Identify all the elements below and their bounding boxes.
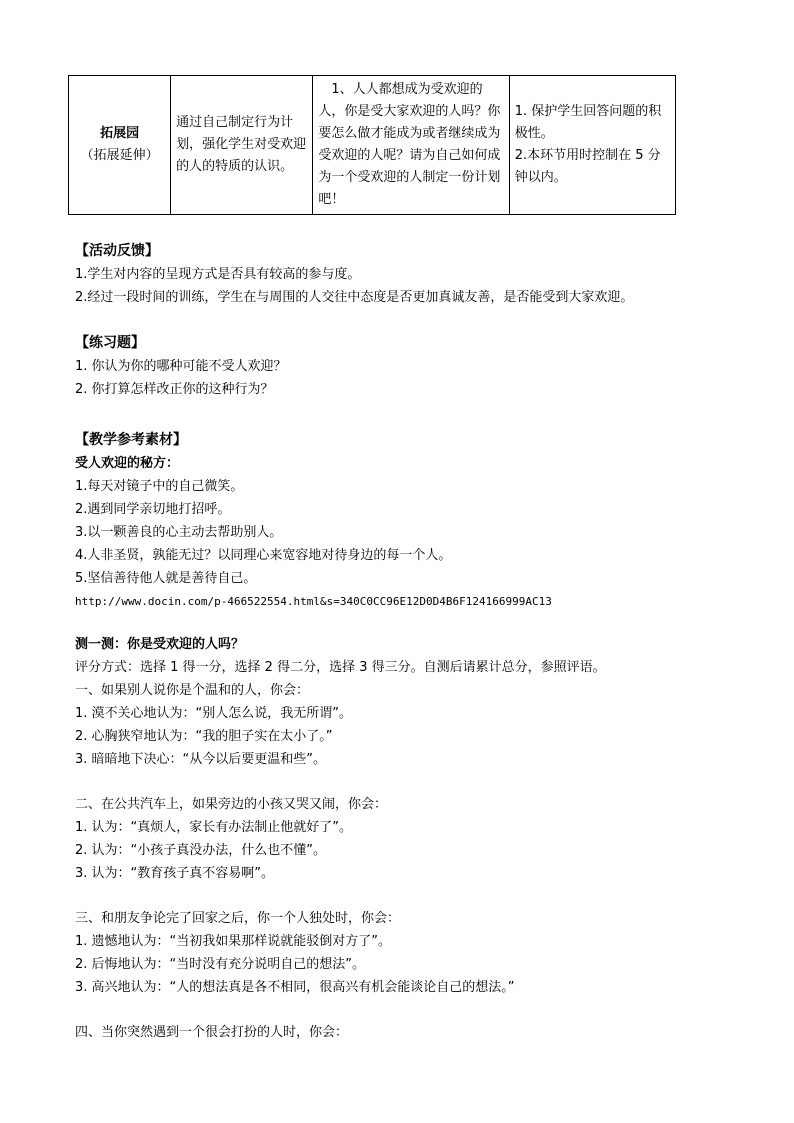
goal-cell: 通过自己制定行为计划，强化学生对受欢迎的人的特质的认识。 (171, 76, 313, 215)
exercise-heading: 【练习题】 (75, 335, 145, 351)
exercise-section (75, 331, 755, 401)
quiz-option: 2. 认为：“小孩子真没办法，什么也不懂”。 (75, 843, 327, 858)
quiz-question: 四、当你突然遇到一个很会打扮的人时，你会： (75, 1025, 349, 1040)
quiz-option: 3. 认为：“教育孩子真不容易啊”。 (75, 866, 275, 881)
quiz-option: 1. 认为：“真烦人，家长有办法制止他就好了”。 (75, 820, 353, 835)
list-item: 2.遇到同学亲切地打招呼。 (75, 502, 231, 517)
notes-cell (509, 76, 675, 215)
activity-text: 1、人人都想成为受欢迎的人，你是受大家欢迎的人吗？你要怎么做才能成为或者继续成为受欢迎的人呢？请为自己如何成为一个受欢迎的人制定一份计划吧！ (318, 82, 501, 207)
quiz-option: 3. 暗暗地下决心：“从今以后要更温和些”。 (75, 752, 327, 767)
quiz-title: 测一测：你是受欢迎的人吗？ (75, 637, 245, 652)
quiz-question: 三、和朋友争论完了回家之后，你一个人独处时，你会： (75, 911, 401, 926)
activity-cell (313, 76, 509, 215)
list-item: 4.人非圣贤，孰能无过？以同理心来宽容地对待身边的每一个人。 (75, 548, 452, 563)
quiz-option: 3. 高兴地认为：“人的想法真是各不相同，很高兴有机会能谈论自己的想法。” (75, 980, 515, 995)
note-item: 1. 保护学生回答问题的积极性。 (514, 104, 662, 141)
feedback-section (75, 239, 755, 309)
source-url: http://www.docin.com/p-466522554.html&s=340C0CC96E12D0D4B6F124166999AC13 (75, 595, 552, 608)
reference-section (75, 428, 755, 613)
quiz-section-3 (75, 907, 755, 999)
feedback-heading: 【活动反馈】 (75, 243, 159, 259)
quiz-option: 2. 心胸狭窄地认为：“我的胆子实在太小了。” (75, 729, 333, 744)
quiz-option: 1. 漠不关心地认为：“别人怎么说，我无所谓”。 (75, 706, 353, 721)
lesson-plan-table (68, 75, 676, 215)
quiz-question: 一、如果别人说你是个温和的人，你会： (75, 683, 310, 698)
list-item: 1.学生对内容的呈现方式是否具有较高的参与度。 (75, 267, 361, 282)
quiz-scoring: 评分方式：选择 1 得一分，选择 2 得二分，选择 3 得三分。自测后请累计总分，参照评语。 (75, 660, 606, 675)
stage-title: 拓展园 (100, 126, 140, 141)
list-item: 2.经过一段时间的训练，学生在与周围的人交往中态度是否更加真诚友善，是否能受到大家欢迎。 (75, 290, 634, 305)
note-item: 2.本环节用时控制在 5 分钟以内。 (514, 148, 661, 185)
quiz-section (75, 633, 755, 771)
list-item: 5.坚信善待他人就是善待自己。 (75, 571, 257, 586)
reference-subheading: 受人欢迎的秘方： (75, 456, 180, 471)
quiz-option: 1. 遗憾地认为：“当初我如果那样说就能驳倒对方了”。 (75, 934, 392, 949)
list-item: 1.每天对镜子中的自己微笑。 (75, 479, 244, 494)
quiz-question: 二、在公共汽车上，如果旁边的小孩又哭又闹，你会： (75, 797, 388, 812)
list-item: 1. 你认为你的哪种可能不受人欢迎？ (75, 359, 287, 374)
stage-cell (69, 76, 171, 215)
list-item: 3.以一颗善良的心主动去帮助别人。 (75, 525, 283, 540)
quiz-section-4 (75, 1021, 755, 1044)
table-row (69, 76, 676, 215)
stage-subtitle: （拓展延伸） (80, 148, 159, 163)
list-item: 2. 你打算怎样改正你的这种行为？ (75, 382, 274, 397)
quiz-section-2 (75, 793, 755, 885)
reference-heading: 【教学参考素材】 (75, 432, 187, 448)
quiz-option: 2. 后悔地认为：“当时没有充分说明自己的想法”。 (75, 957, 366, 972)
